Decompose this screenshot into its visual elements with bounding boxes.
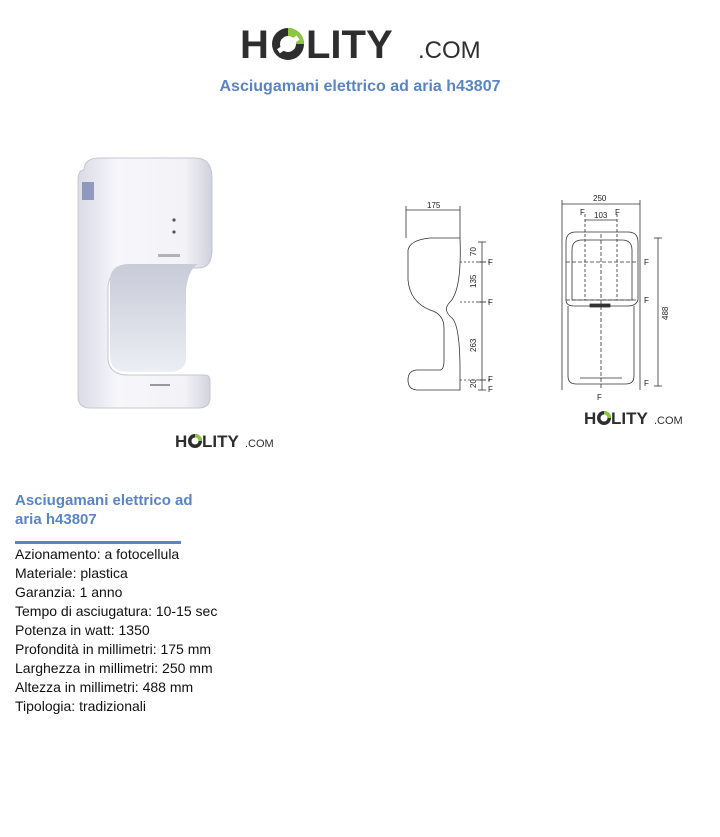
dim-seg2: 135 <box>469 274 478 288</box>
spec-list <box>15 545 217 716</box>
page-title: Asciugamani elettrico ad aria h43807 <box>219 78 501 95</box>
dim-seg3: 263 <box>469 338 478 352</box>
side-marker-f: F <box>488 258 493 267</box>
logo-small-o-icon <box>188 434 202 448</box>
spec-item: Profondità in millimetri: 175 mm <box>15 641 212 657</box>
front-marker-f: F <box>644 296 649 305</box>
dim-inner-width: 103 <box>594 211 608 220</box>
side-marker-f: F <box>488 298 493 307</box>
holity-logo-small[interactable] <box>175 430 275 452</box>
front-marker-f: F <box>644 258 649 267</box>
front-marker-f: F <box>615 208 620 217</box>
dim-height: 488 <box>661 306 670 320</box>
spec-item: Materiale: plastica <box>15 565 128 581</box>
front-marker-f: F <box>597 393 602 402</box>
spec-item: Garanzia: 1 anno <box>15 584 123 600</box>
holity-logo[interactable] <box>240 18 490 66</box>
dim-seg1: 70 <box>469 247 478 256</box>
logo-diagram-letter-h: H <box>584 409 597 428</box>
logo-suffix: .COM <box>418 37 481 64</box>
logo-letter-h: H <box>240 23 269 66</box>
dim-width: 250 <box>593 194 607 203</box>
side-marker-f: F <box>488 385 493 394</box>
hand-dryer-image <box>70 150 220 415</box>
spec-item: Tempo di asciugatura: 10-15 sec <box>15 603 218 619</box>
dim-depth: 175 <box>427 201 441 210</box>
logo-o-icon <box>272 28 304 60</box>
logo-small-letters-rest: LITY <box>202 432 239 451</box>
technical-drawing <box>390 190 690 410</box>
spec-item: Potenza in watt: 1350 <box>15 622 150 638</box>
spec-item: Tipologia: tradizionali <box>15 698 146 714</box>
logo-diagram-letters-rest: LITY <box>611 409 648 428</box>
logo-small-suffix: .COM <box>245 438 274 450</box>
logo-letters-rest: LITY <box>306 23 393 66</box>
dryer-label <box>82 182 94 200</box>
logo-small-letter-h: H <box>175 432 188 451</box>
spec-item: Larghezza in millimetri: 250 mm <box>15 660 213 676</box>
logo-diagram-o-icon <box>597 411 611 425</box>
dim-seg4: 20 <box>469 379 478 388</box>
title-divider <box>15 541 181 544</box>
front-marker-f: F <box>644 379 649 388</box>
spec-item: Altezza in millimetri: 488 mm <box>15 679 194 695</box>
side-marker-f: F <box>488 375 493 384</box>
front-marker-f: F <box>580 208 585 217</box>
holity-logo-diagram[interactable] <box>584 407 684 429</box>
product-description-title: Asciugamani elettrico ad aria h43807 <box>15 492 193 528</box>
logo-diagram-suffix: .COM <box>654 415 683 427</box>
spec-item: Azionamento: a fotocellula <box>15 546 180 562</box>
